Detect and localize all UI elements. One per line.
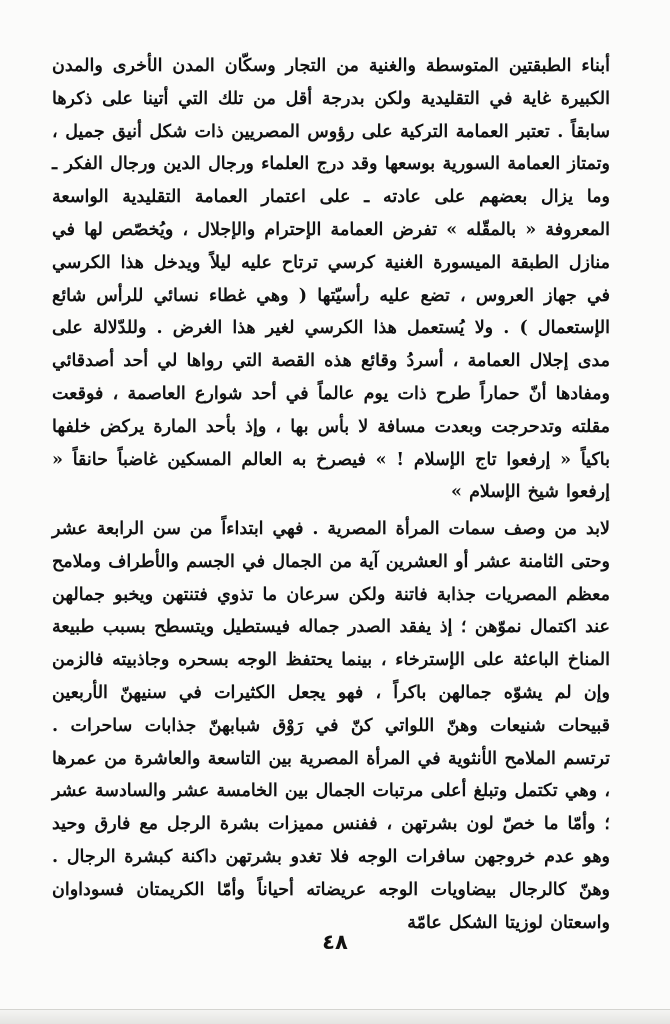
body-paragraph-1: أبناء الطبقتين المتوسطة والغنية من التجار وسكّان المدن الأخرى والمدن الكبيرة غاية في التقليدية ولكن بدرجة أقل من تلك التي أتينا على ذكرها سابقاً . تعتبر العمامة التركية على رؤوس المصريين ذات شكل أنيق جميل ، وتمتاز العمامة السورية بوسعها وقد درج العلماء ورجال الدين ورجال الفكر ـ وما يزال بعضهم على عادته ـ على اعتمار العمامة التقليدية الواسعة المعروفة « بالمقّله » تفرض العمامة الإحترام والإجلال ، ويُخصّص لها في منازل الطبقة الميسورة الغنية كرسي ترتاح عليه ليلاً ويدخل هذا الكرسي في جهاز العروس ، تضع عليه رأسيّتها ( وهي غطاء نسائي للرأس شائع الإستعمال ) . ولا يُستعمل هذا الكرسي لغير هذا الغرض . وللدّلالة على مدى إجلال العمامة ، أسردُ وقائع هذه القصة التي رواها لي أحد أصدقائي ومفادها أنّ حماراً طرح ذات يوم عالماً في أحد شوارع العاصمة ، فوقعت مقلته وتدحرجت وبعدت مسافة لا بأس بها ، وإذ بأحد المارة يركض خلفها باكياً « إرفعوا تاج الإسلام ! » فيصرخ به العالم المسكين غاضباً حانقاً « إرفعوا شيخ الإسلام » — [52, 56, 610, 503]
page-number: ٤٨ — [322, 930, 348, 954]
body-paragraph-2: لابد من وصف سمات المرأة المصرية . فهي ابتداءاً من سن الرابعة عشر وحتى الثامنة عشر أو العشرين آية من الجمال في الجسم والأطراف وملامح معظم المصريات جذابة فاتنة ولكن سرعان ما تذوي فتنتهن ويخبو جمالهن عند اكتمال نموّهن ؛ إذ يفقد الصدر جماله فيستطيل ويتسطح بسبب طبيعة المناخ الباعثة على الإسترخاء ، بينما يحتفظ الوجه بسحره وجاذبيته فالزمن وإن لم يشوّه جمالهن باكراً ، فهو يجعل الكثيرات في سنيهنّ الأربعين قبيحات شنيعات وهنّ اللواتي كنّ في رَوْق شبابهنّ جذابات ساحرات . ترتسم الملامح الأنثوية في المرأة المصرية بين التاسعة والعاشرة من عمرها ، وهي تكتمل وتبلغ أعلى مرتبات الجمال بين الخامسة عشر والسادسة عشر ؛ وأمّا ما خصّ لون بشرتهن ، ففنس مميزات بشرة الرجل مع فارق وحيد وهو عدم خروجهن سافرات الوجه فلا تغدو بشرتهن داكنة كبشرة الرجال . وهنّ كالرجال بيضاويات الوجه عريضاته أحياناً وأمّا الكريمتان فسوداوان واسعتان لوزيتا الشكل عامّة — [52, 519, 610, 933]
page-bottom-edge — [0, 1009, 670, 1024]
